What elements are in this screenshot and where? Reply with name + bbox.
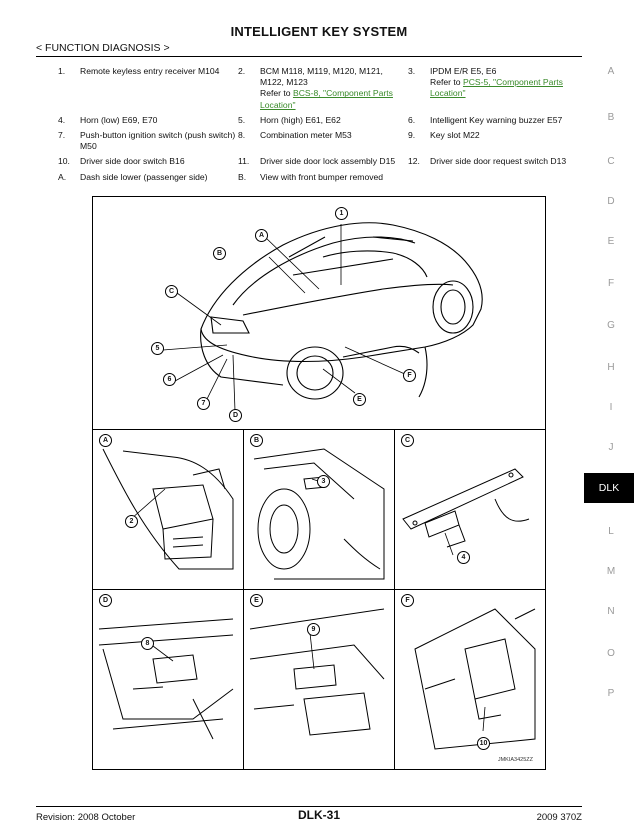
detail-sketch-A (93, 429, 243, 589)
legend-item-label: Intelligent Key warning buzzer E57 (430, 114, 563, 125)
side-tab-d[interactable]: D (607, 196, 615, 207)
legend-refer-text: Refer to (430, 77, 463, 88)
legend-item-label: Driver side door lock assembly D15 (260, 156, 396, 167)
side-tab-e[interactable]: E (607, 236, 615, 247)
legend-item-text (260, 172, 408, 187)
legend-item-label: View with front bumper removed (260, 171, 384, 182)
callout-8: 8 (141, 637, 154, 650)
legend-item-label: BCM M118, M119, M120, M121, M122, M123 (260, 66, 383, 88)
footer-page-number: DLK-31 (297, 808, 340, 822)
detail-sketch-B (244, 429, 394, 589)
legend-item-text (430, 172, 584, 187)
side-tab-g[interactable]: G (607, 320, 615, 331)
legend-reference-link[interactable]: PCS-5, "Component Parts Location" (430, 77, 563, 99)
legend-item-number: 6. (408, 114, 416, 125)
legend-item-label: Horn (low) E69, E70 (80, 114, 158, 125)
legend-item-number: B. (238, 171, 247, 182)
legend-item-text (260, 156, 408, 171)
footer-divider (36, 806, 582, 807)
legend-item-text (430, 156, 584, 171)
legend-item-number: 3. (408, 66, 416, 76)
side-tab-j[interactable]: J (608, 442, 614, 453)
callout-5: 5 (151, 342, 164, 355)
legend-item-number: 8. (238, 130, 246, 141)
legend-item-number: 5. (238, 114, 246, 125)
panel-label-B: B (250, 434, 263, 447)
detail-sketch-D (93, 589, 243, 769)
side-tab-l[interactable]: L (608, 526, 614, 537)
legend-item-label: Remote keyless entry receiver M104 (80, 66, 220, 76)
side-tab-h[interactable]: H (607, 362, 615, 373)
legend-item-text (80, 66, 238, 115)
legend-item-number (408, 172, 430, 187)
header-divider (36, 56, 582, 57)
side-tab-a[interactable]: A (607, 66, 615, 77)
legend-item-text (260, 115, 408, 130)
legend-row (58, 130, 584, 156)
side-tab-o[interactable]: O (607, 648, 615, 659)
legend-item-label: Driver side door request switch D13 (430, 156, 567, 167)
panel-label-E: E (250, 594, 263, 607)
legend-item-text (260, 130, 408, 156)
legend-item-number: 10. (58, 156, 70, 167)
legend-item-number: 4. (58, 114, 66, 125)
side-tab-c[interactable]: C (607, 156, 615, 167)
legend-item-text (80, 115, 238, 130)
side-tab-m[interactable]: M (606, 566, 616, 577)
legend-item-text (430, 115, 584, 130)
legend-item-label: Dash side lower (passenger side) (80, 171, 208, 182)
page-title: INTELLIGENT KEY SYSTEM (230, 24, 408, 39)
panel-label-D: D (99, 594, 112, 607)
legend-item-number: 12. (408, 156, 420, 167)
legend-item-number: 1. (58, 66, 66, 76)
legend-item-number: 7. (58, 130, 66, 141)
legend-row (58, 172, 584, 187)
side-tab-b[interactable]: B (607, 112, 615, 123)
legend-item-number: A. (58, 171, 67, 182)
component-location-diagram (92, 196, 546, 770)
legend-item-text (80, 130, 238, 156)
legend-item-number: 9. (408, 130, 416, 141)
legend-item-label: Combination meter M53 (260, 130, 352, 141)
legend-item-text (260, 66, 408, 115)
legend-row (58, 156, 584, 171)
legend-item-text (80, 172, 238, 187)
component-legend (58, 66, 584, 187)
callout-F: F (403, 369, 416, 382)
side-tab-f[interactable]: F (607, 278, 615, 289)
legend-item-label: Push-button ignition switch (push switch) M50 (80, 130, 236, 152)
legend-row (58, 115, 584, 130)
detail-sketch-E (244, 589, 394, 769)
callout-6: 6 (163, 373, 176, 386)
panel-label-A: A (99, 434, 112, 447)
callout-E: E (353, 393, 366, 406)
side-tab-i[interactable]: I (609, 402, 613, 413)
callout-2: 2 (125, 515, 138, 528)
legend-item-text (430, 66, 584, 115)
side-tab-n[interactable]: N (607, 606, 615, 617)
callout-B: B (213, 247, 226, 260)
figure-code: JMKIA3425ZZ (497, 757, 533, 763)
side-tab-p[interactable]: P (607, 688, 615, 699)
callout-9: 9 (307, 623, 320, 636)
legend-item-text (80, 156, 238, 171)
callout-C: C (165, 285, 178, 298)
callout-D: D (229, 409, 242, 422)
car-illustration (93, 197, 545, 429)
legend-item-label: IPDM E/R E5, E6 (430, 66, 497, 76)
detail-sketch-F (395, 589, 545, 769)
legend-item-text (430, 130, 584, 156)
callout-1: 1 (335, 207, 348, 220)
legend-refer-text: Refer to (260, 88, 293, 99)
legend-item-label: Horn (high) E61, E62 (260, 114, 341, 125)
callout-A: A (255, 229, 268, 242)
panel-label-C: C (401, 434, 414, 447)
legend-item-number: 2. (238, 66, 246, 76)
legend-item-number: 11. (238, 156, 250, 167)
legend-item-label: Driver side door switch B16 (80, 156, 185, 167)
footer-revision: Revision: 2008 October (36, 812, 136, 823)
legend-reference-link[interactable]: BCS-8, "Component Parts Location" (260, 88, 393, 110)
side-tab-dlk[interactable]: DLK (584, 473, 634, 503)
callout-7: 7 (197, 397, 210, 410)
detail-sketch-C (395, 429, 545, 589)
legend-row (58, 66, 584, 115)
callout-4: 4 (457, 551, 470, 564)
footer-model: 2009 370Z (536, 812, 582, 823)
section-breadcrumb: < FUNCTION DIAGNOSIS > (36, 42, 170, 54)
legend-item-label: Key slot M22 (430, 130, 480, 141)
callout-10: 10 (477, 737, 490, 750)
panel-label-F: F (401, 594, 414, 607)
callout-3: 3 (317, 475, 330, 488)
